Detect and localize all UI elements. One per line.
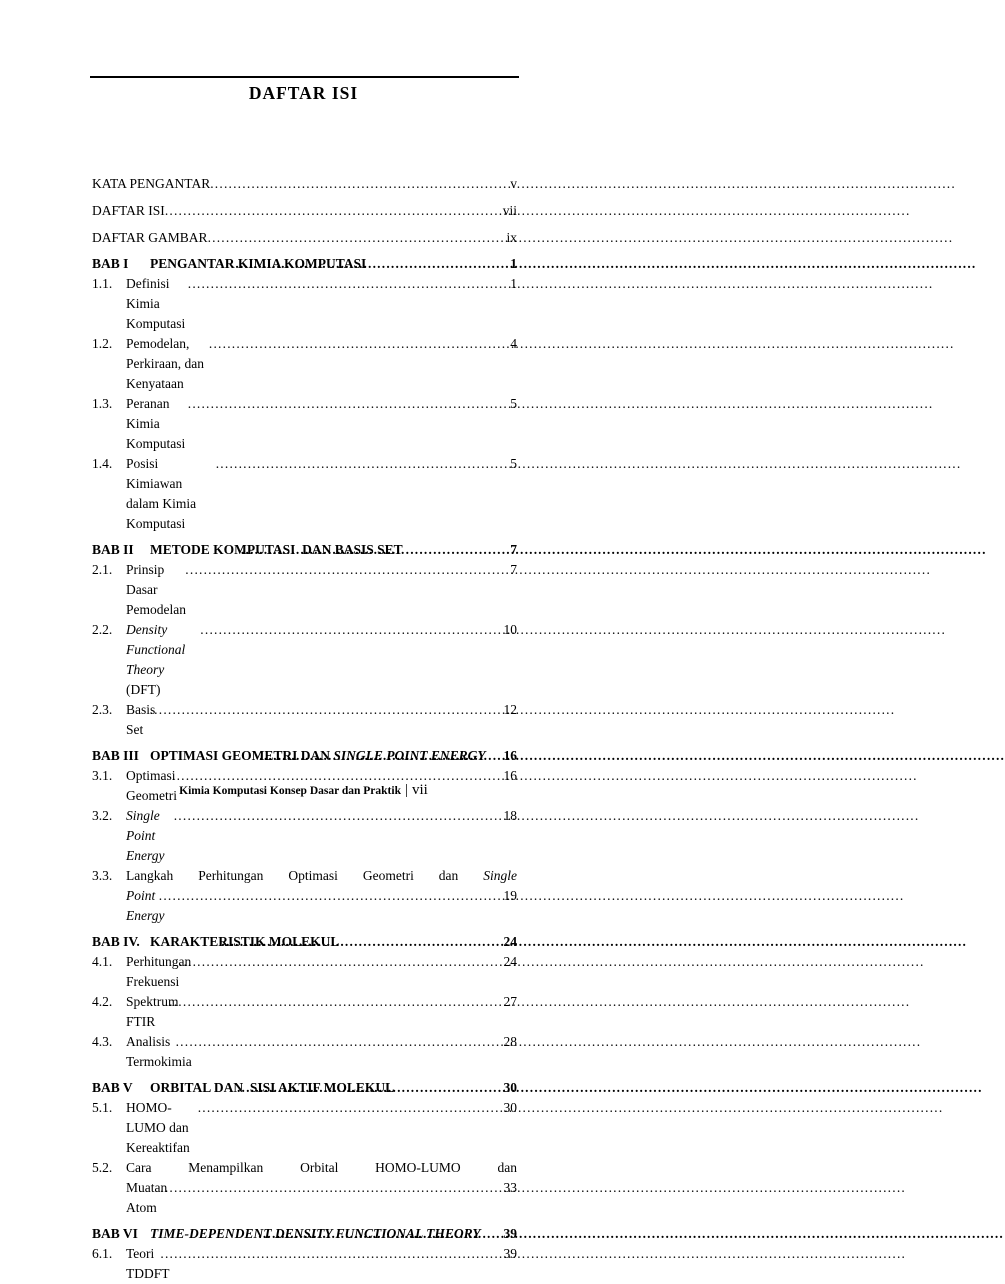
page-number: 12 <box>503 702 517 717</box>
toc-chapter <box>92 1078 517 1218</box>
dot-leader <box>241 540 509 560</box>
section-text <box>126 806 517 866</box>
entry-text-run: Pemodelan, Perkiraan, dan Kenyataan <box>126 336 204 391</box>
entry-text <box>126 992 179 1032</box>
entry-text <box>126 868 517 883</box>
toc-section-entry <box>92 806 517 866</box>
entry-text-run: Teori TDDFT <box>126 1246 170 1281</box>
section-text <box>126 620 517 700</box>
entry-text-run: Definisi Kimia Komputasi <box>126 276 186 331</box>
section-text <box>126 334 517 394</box>
section-text-last-line <box>126 886 517 926</box>
entry-text <box>126 700 156 740</box>
section-number: 1.2. <box>92 336 113 351</box>
toc-entry-front-matter <box>92 227 517 248</box>
entry-text-run: METODE KOMPUTASI DAN BASIS SET <box>150 542 403 557</box>
entry-text-run: Optimasi Geometri <box>126 768 177 803</box>
entry-text <box>150 746 486 766</box>
toc-chapter-heading <box>92 254 517 274</box>
dot-leader <box>159 886 503 906</box>
entry-text <box>126 560 185 620</box>
entry-text <box>150 254 367 274</box>
page-number: 7 <box>510 542 517 557</box>
section-number: 3.2. <box>92 808 113 823</box>
page-number: 4 <box>510 336 517 351</box>
entry-text <box>126 806 174 866</box>
entry-text: KATA PENGANTAR <box>92 176 211 191</box>
page-title: DAFTAR ISI <box>248 83 359 103</box>
entry-text-run: Prinsip Dasar Pemodelan <box>126 562 186 617</box>
section-number: 1.1. <box>92 276 113 291</box>
toc-chapter-heading <box>92 746 517 766</box>
page-number: 5 <box>510 396 517 411</box>
page-number: 19 <box>503 888 517 903</box>
entry-text: DAFTAR ISI <box>92 203 165 218</box>
page-number: ix <box>506 230 517 245</box>
dot-leader <box>150 700 503 720</box>
toc-entry-front-matter <box>92 173 517 194</box>
entry-text <box>126 952 192 992</box>
entry-text-run: OPTIMASI GEOMETRI DAN <box>150 748 334 763</box>
toc-chapter <box>92 932 517 1072</box>
section-text <box>126 394 517 454</box>
section-number: 2.3. <box>92 702 113 717</box>
section-text <box>126 866 517 926</box>
page-number: 30 <box>503 1080 517 1095</box>
section-text <box>126 1158 517 1218</box>
entry-text <box>126 620 200 700</box>
entry-text <box>150 1078 395 1098</box>
chapter-title-line <box>150 1224 517 1244</box>
toc-chapter-heading <box>92 1078 517 1098</box>
toc-list <box>92 173 517 1284</box>
chapter-label: BAB II <box>92 542 134 557</box>
dot-leader <box>231 254 509 274</box>
section-text <box>126 700 517 740</box>
dot-leader <box>176 1032 503 1052</box>
chapter-title-line <box>150 932 517 952</box>
dot-leader <box>160 1244 502 1264</box>
entry-text-italic-run: Single Point Energy <box>126 808 165 863</box>
toc-section-entry <box>92 866 517 926</box>
page-number: 5 <box>510 456 517 471</box>
entry-text-run: PENGANTAR KIMIA KOMPUTASI <box>150 256 367 271</box>
page-number: vii <box>502 203 517 218</box>
entry-text-run: Peranan Kimia Komputasi <box>126 396 186 451</box>
entry-text-italic-run: Single <box>483 868 517 883</box>
toc-section-entry <box>92 1098 517 1158</box>
section-number: 3.1. <box>92 768 113 783</box>
entry-text-run: Perhitungan Frekuensi <box>126 954 192 989</box>
toc-section-entry <box>92 620 517 700</box>
dot-leader <box>179 952 503 972</box>
toc-section-entry <box>92 700 517 740</box>
toc-chapter <box>92 254 517 534</box>
entry-text-italic-run: SINGLE POINT ENERGY <box>333 748 486 763</box>
page-number: 39 <box>503 1226 517 1241</box>
entry-text-run: ORBITAL DAN SISI AKTIF MOLEKUL <box>150 1080 395 1095</box>
toc-section-entry <box>92 454 517 534</box>
section-number: 5.2. <box>92 1160 113 1175</box>
toc-chapter-heading <box>92 932 517 952</box>
toc-section-entry <box>92 1032 517 1072</box>
header-rule <box>90 76 519 78</box>
section-text <box>126 1098 517 1158</box>
entry-text-run: KARAKTERISTIK MOLEKUL <box>150 934 340 949</box>
chapter-title-line <box>150 540 517 560</box>
entry-text-run: Cara Menampilkan Orbital HOMO-LUMO dan <box>126 1160 517 1175</box>
section-text <box>126 560 517 620</box>
page-number: 28 <box>503 1034 517 1049</box>
chapter-label: BAB V <box>92 1080 133 1095</box>
page-number: 33 <box>503 1180 517 1195</box>
toc-section-entry <box>92 1158 517 1218</box>
section-text <box>126 274 517 334</box>
entry-text-italic-run: TIME-DEPENDENT DENSITY FUNCTIONAL THEORY <box>150 1226 481 1241</box>
section-number: 1.3. <box>92 396 113 411</box>
dot-leader <box>174 806 503 826</box>
page-number: 7 <box>510 562 517 577</box>
section-number: 2.1. <box>92 562 113 577</box>
page-number: 24 <box>503 954 517 969</box>
dot-leader <box>198 1098 503 1118</box>
section-number: 3.3. <box>92 868 113 883</box>
dot-leader <box>165 992 503 1012</box>
dot-leader <box>188 394 510 414</box>
toc-chapter <box>92 540 517 740</box>
entry-text <box>126 1160 517 1175</box>
dot-leader <box>160 1178 502 1198</box>
section-number: 4.2. <box>92 994 113 1009</box>
toc-chapter <box>92 1224 517 1284</box>
toc-entry-front-matter <box>92 200 517 221</box>
entry-text <box>126 1178 168 1218</box>
dot-leader <box>221 932 502 952</box>
chapter-label: BAB IV. <box>92 934 140 949</box>
dot-leader <box>237 1078 503 1098</box>
entry-text <box>126 334 209 394</box>
dot-leader <box>185 560 509 580</box>
page-number: 27 <box>503 994 517 1009</box>
entry-text <box>150 540 403 560</box>
page-number: 30 <box>503 1100 517 1115</box>
page-number: 24 <box>503 934 517 949</box>
entry-text-italic-run: Point Energy <box>126 888 165 923</box>
section-text-line <box>126 866 517 886</box>
dot-leader <box>259 746 502 766</box>
toc-chapter-heading <box>92 540 517 560</box>
entry-text <box>126 274 188 334</box>
page-footer <box>0 781 607 799</box>
entry-text-run: HOMO-LUMO dan Kereaktifan <box>126 1100 190 1155</box>
page-number: 10 <box>503 622 517 637</box>
chapter-label: BAB III <box>92 748 139 763</box>
page-number: 1 <box>510 276 517 291</box>
page-number: 18 <box>503 808 517 823</box>
toc-section-entry <box>92 1244 517 1284</box>
toc-section-entry <box>92 952 517 992</box>
page-number: 16 <box>503 748 517 763</box>
section-number: 5.1. <box>92 1100 113 1115</box>
entry-text <box>150 932 340 952</box>
section-number: 6.1. <box>92 1246 113 1261</box>
section-number: 1.4. <box>92 456 113 471</box>
toc-section-entry <box>92 992 517 1032</box>
chapter-title-line <box>150 1078 517 1098</box>
dot-leader <box>165 200 502 221</box>
entry-text-italic-run: Density Functional Theory <box>126 622 186 677</box>
entry-text: DAFTAR GAMBAR <box>92 230 208 245</box>
entry-text <box>126 886 165 926</box>
entry-text-run: (DFT) <box>126 682 161 697</box>
toc-chapter-heading <box>92 1224 517 1244</box>
entry-text <box>126 1032 192 1072</box>
entry-text <box>150 1224 481 1244</box>
entry-text <box>126 1244 170 1284</box>
chapter-title-line <box>150 254 517 274</box>
toc-section-entry <box>92 560 517 620</box>
toc-section-entry <box>92 394 517 454</box>
toc-section-entry <box>92 334 517 394</box>
footer-separator: | <box>404 782 408 798</box>
dot-leader <box>188 274 510 294</box>
dot-leader <box>216 454 510 474</box>
entry-text-run: Muatan Atom <box>126 1180 168 1215</box>
section-text-line <box>126 1158 517 1178</box>
page-number: 39 <box>503 1246 517 1261</box>
entry-text-run: Spektrum FTIR <box>126 994 179 1029</box>
toc-section-entry <box>92 274 517 334</box>
entry-text <box>126 454 216 534</box>
page-number: v <box>510 176 517 191</box>
section-text <box>126 454 517 534</box>
page-number: 16 <box>503 768 517 783</box>
section-text-last-line <box>126 1178 517 1218</box>
entry-text <box>126 1098 198 1158</box>
dot-leader <box>210 173 509 194</box>
chapter-title-line <box>150 746 517 766</box>
section-number: 2.2. <box>92 622 113 637</box>
chapter-label: BAB VI <box>92 1226 138 1241</box>
section-text <box>126 992 517 1032</box>
section-number: 4.1. <box>92 954 113 969</box>
dot-leader <box>258 1224 502 1244</box>
footer-book-title: Kimia Komputasi Konsep Dasar dan Praktik <box>179 785 401 797</box>
entry-text-run: Analisis Termokimia <box>126 1034 192 1069</box>
section-text <box>126 1032 517 1072</box>
dot-leader <box>208 227 506 248</box>
dot-leader <box>200 620 502 640</box>
entry-text <box>126 394 188 454</box>
section-number: 4.3. <box>92 1034 113 1049</box>
entry-text-run: Posisi Kimiawan dalam Kimia Komputasi <box>126 456 197 531</box>
section-text <box>126 1244 517 1284</box>
section-text <box>126 952 517 992</box>
toc-chapter <box>92 746 517 926</box>
entry-text-run: Basis Set <box>126 702 156 737</box>
footer-page-number: vii <box>412 782 428 798</box>
dot-leader <box>209 334 509 354</box>
entry-text-run: Langkah Perhitungan Optimasi Geometri dan <box>126 868 484 883</box>
page-number: 1 <box>510 256 517 271</box>
chapter-label: BAB I <box>92 256 129 271</box>
